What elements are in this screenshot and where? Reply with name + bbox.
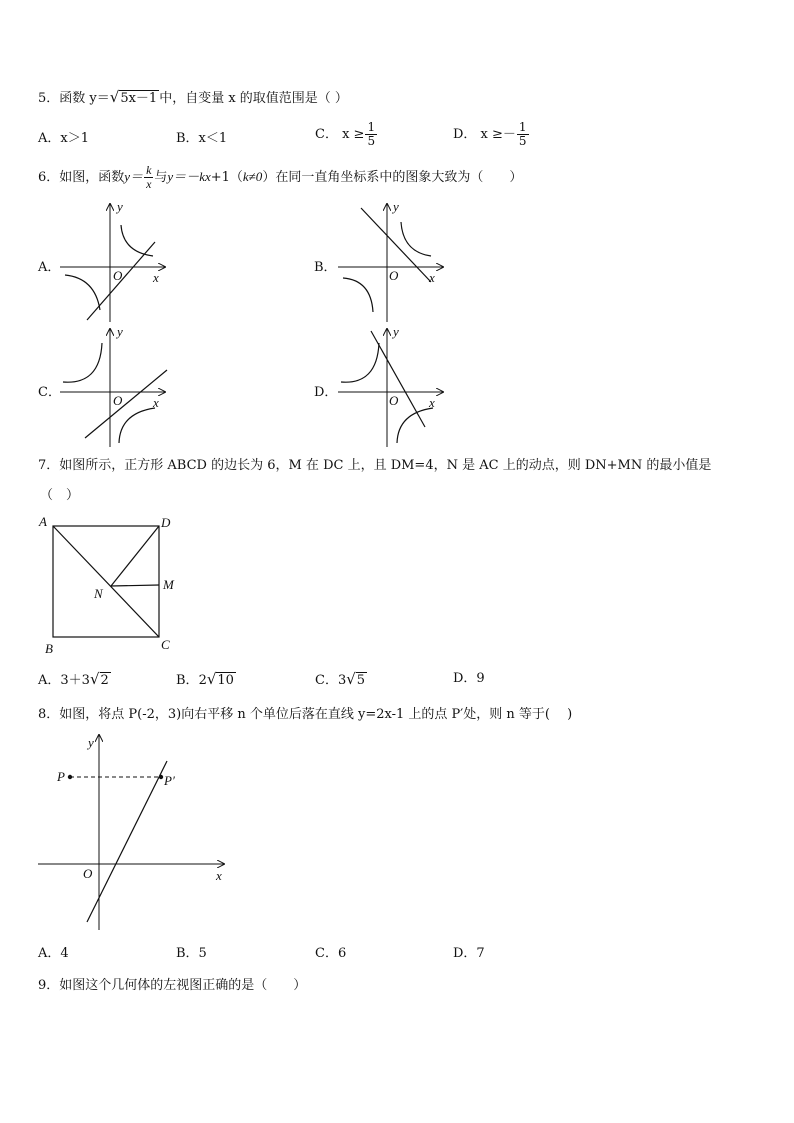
q6-label-b[interactable]: B． xyxy=(314,260,337,275)
q6-x: x xyxy=(146,177,152,191)
q6-plus1: +1（ xyxy=(210,170,243,185)
q7-option-d[interactable]: D．9 xyxy=(453,671,485,686)
q5-d-den: 5 xyxy=(518,134,527,148)
point-n-label: N xyxy=(94,586,103,601)
q7-square-figure xyxy=(36,512,186,658)
q8-stem: 8．如图，将点 P(-2，3)向右平移 n 个单位后落在直线 y=2x-1 上的点 P′处，则 n 等于( ) xyxy=(38,707,573,722)
q7-stem-line2: （ ） xyxy=(40,488,80,503)
q6-text-before: 6．如图，函数 xyxy=(38,170,125,185)
sqrt-symbol: √ xyxy=(109,88,120,106)
q5-d-num: 1 xyxy=(518,120,527,134)
q6-kne0: k≠0 xyxy=(242,169,263,184)
q5-option-d[interactable] xyxy=(453,121,530,148)
q9-stem: 9．如图这个几何体的左视图正确的是（ ） xyxy=(38,978,307,993)
hyperbola-branch xyxy=(121,225,153,256)
q6-graph-c[interactable] xyxy=(55,325,175,450)
q7-option-c-pre: 3 xyxy=(337,673,347,688)
x-axis-label: x xyxy=(216,868,222,883)
q5-option-d-prefix: D． x ≥－ xyxy=(453,127,516,142)
q7-option-b[interactable] xyxy=(176,670,236,690)
y-axis-label: y xyxy=(117,325,123,339)
q5-option-b[interactable]: B．x＜1 xyxy=(176,131,228,146)
hyperbola-branch xyxy=(341,343,379,382)
hyperbola-branch xyxy=(401,222,431,256)
q6-y-eq2: y＝－ xyxy=(167,169,200,184)
sqrt-symbol: √ xyxy=(346,670,356,688)
q7-option-c-label: C． xyxy=(315,673,338,688)
q7-option-a-label: A． xyxy=(38,673,61,688)
hyperbola-branch xyxy=(65,275,100,310)
diagonal-ac xyxy=(53,526,159,637)
point-a-label: A xyxy=(39,514,47,529)
q6-label-d[interactable]: D． xyxy=(314,385,338,400)
q8-figure xyxy=(36,730,236,935)
q8-option-b[interactable]: B．5 xyxy=(176,946,207,961)
q8-option-c[interactable]: C．6 xyxy=(315,946,347,961)
segment-dn xyxy=(111,526,159,586)
point-c-label: C xyxy=(161,637,170,652)
q8-option-a[interactable]: A．4 xyxy=(38,946,69,961)
point-p-prime-label: P′ xyxy=(164,773,175,788)
y-axis-label: y xyxy=(117,200,123,214)
origin-label: O xyxy=(389,268,399,283)
x-axis-label: x xyxy=(153,395,159,410)
q5-option-a[interactable]: A．x＞1 xyxy=(38,131,89,146)
q7-option-a-rad: 2 xyxy=(100,673,109,688)
q7-option-b-pre: 2 xyxy=(198,673,207,688)
origin-label: O xyxy=(389,393,399,408)
q6-k: k xyxy=(146,163,152,177)
q6-graph-a[interactable] xyxy=(55,200,175,325)
q5-option-c-prefix: C． x ≥ xyxy=(315,127,365,142)
q5-text-after: 中，自变量 x 的取值范围是（ ） xyxy=(159,91,348,106)
q6-mid: 与 xyxy=(154,170,168,185)
segment-nm xyxy=(111,585,159,586)
q5-option-c-fraction xyxy=(365,121,377,148)
q7-option-c-rad: 5 xyxy=(356,673,366,688)
q6-kx: kx xyxy=(199,169,211,184)
y-axis-label: y xyxy=(88,735,94,750)
q7-option-a-pre: 3＋3 xyxy=(60,673,90,688)
q6-label-a[interactable]: A． xyxy=(38,260,61,275)
point-b-label: B xyxy=(45,641,53,656)
q5-option-d-fraction xyxy=(517,121,529,148)
q7-option-b-label: B． xyxy=(176,673,199,688)
hyperbola-branch xyxy=(343,278,373,312)
q6-graph-b[interactable] xyxy=(333,200,453,325)
q6-stem xyxy=(38,164,522,191)
y-axis-label: y xyxy=(393,200,399,214)
q6-y-eq: y＝ xyxy=(124,169,144,184)
point-d-label: D xyxy=(161,515,171,530)
q6-text-after: ）在同一直角坐标系中的图象大致为（ ） xyxy=(262,170,523,185)
q7-stem-line1: 7．如图所示，正方形 ABCD 的边长为 6，M 在 DC 上，且 DM=4，N 是 AC 上的动点，则 DN+MN 的最小值是 xyxy=(38,458,712,473)
point-p xyxy=(68,775,72,779)
q5-text-before: 5．函数 y＝ xyxy=(38,91,110,106)
q5-option-c[interactable] xyxy=(315,121,378,148)
q8-option-d[interactable]: D．7 xyxy=(453,946,485,961)
q6-graph-d[interactable] xyxy=(333,325,453,450)
q6-k-over-x xyxy=(144,164,153,191)
q5-c-num: 1 xyxy=(367,120,376,134)
x-axis-label: x xyxy=(429,270,435,285)
sqrt-symbol: √ xyxy=(89,670,100,688)
origin-label: O xyxy=(113,393,123,408)
sqrt-symbol: √ xyxy=(206,670,217,688)
q5-radicand: 5x－1 xyxy=(120,91,158,106)
origin-label: O xyxy=(83,866,93,881)
q7-option-a[interactable] xyxy=(38,670,111,690)
x-axis-label: x xyxy=(429,395,435,410)
y-axis-label: y xyxy=(393,325,399,339)
hyperbola-branch xyxy=(119,408,155,443)
point-m-label: M xyxy=(163,577,174,592)
q5-c-den: 5 xyxy=(367,134,376,148)
q6-label-c[interactable]: C． xyxy=(38,385,61,400)
point-p-label: P xyxy=(57,769,65,784)
hyperbola-branch xyxy=(63,343,102,382)
q5-stem xyxy=(38,88,348,108)
point-p-prime xyxy=(159,775,163,779)
hyperbola-branch xyxy=(397,408,433,443)
q7-option-c[interactable] xyxy=(315,670,367,690)
q7-option-b-rad: 10 xyxy=(217,673,234,688)
origin-label: O xyxy=(113,268,123,283)
x-axis-label: x xyxy=(153,270,159,285)
